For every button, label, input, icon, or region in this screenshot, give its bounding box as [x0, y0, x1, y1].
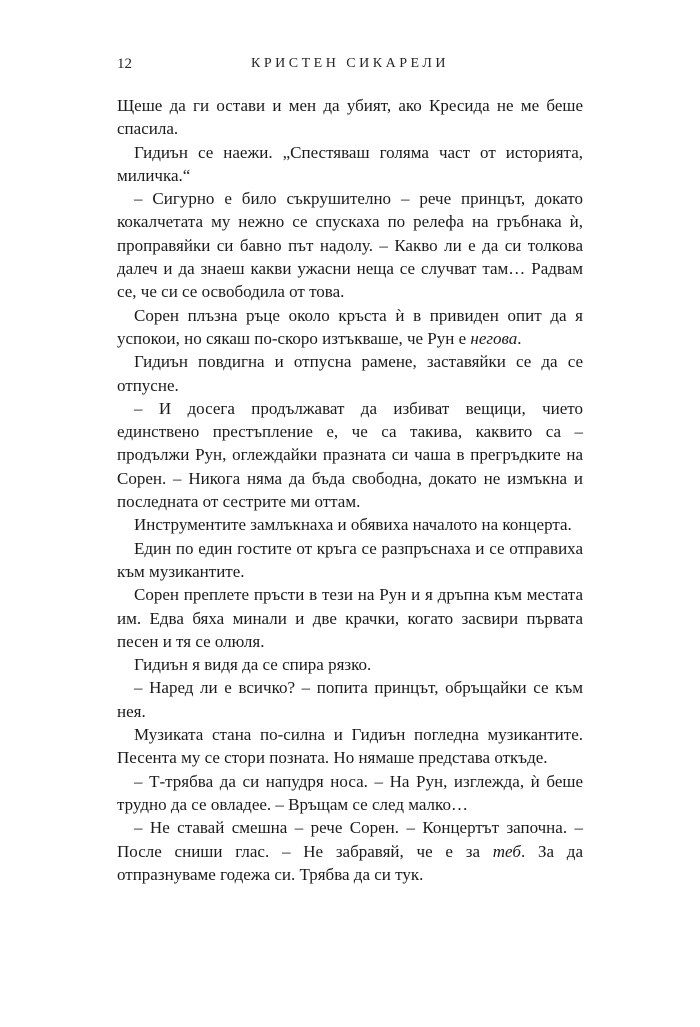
paragraph: Гидиън се наежи. „Спестяваш голяма част от историята, миличка.“ [117, 142, 583, 185]
paragraph: Музиката стана по-силна и Гидиън погледна музикантите. Песента му се стори позната. Но нямаше представа откъде. [117, 725, 583, 768]
paragraph: Един по един гостите от кръга се разпръснаха и се отправиха към музикантите. [117, 538, 583, 581]
paragraph: Сорен преплете пръсти в тези на Рун и я дръпна към местата им. Едва бяха минали и две крачки, когато засвири първата песен и тя се олюля. [117, 585, 583, 651]
paragraph: Гидиън повдигна и отпусна рамене, заставяйки се да се отпусне. [117, 352, 583, 395]
page-number: 12 [117, 56, 132, 72]
paragraph-text: . За да отпразнуваме годежа си. Трябва да си тук. [117, 841, 583, 884]
paragraph: – Наред ли е всичко? – попита принцът, обръщайки се към нея. [117, 678, 583, 721]
running-head-author: КРИСТЕН СИКАРЕЛИ [251, 56, 449, 71]
emphasis-text: теб [492, 841, 521, 861]
paragraph [117, 304, 583, 351]
paragraph: – Сигурно е било съкрушително – рече принцът, докато кокалчетата му нежно се спускаха по релефа на гръбнака ѝ, проправяйки си бавно път надолу. – Какво ли е да си толкова далеч и да знаеш какви ужасни неща се случват там… Радвам се, че си се освободила от това. [117, 189, 583, 302]
paragraph [117, 816, 583, 886]
paragraph-text: . [517, 328, 522, 348]
emphasis-text: негова [470, 328, 518, 348]
body-text [117, 94, 583, 886]
paragraph: Инструментите замлъкнаха и обявиха началото на концерта. [134, 515, 572, 535]
paragraph: Гидиън я видя да се спира рязко. [134, 655, 372, 675]
paragraph: – Т-трябва да си напудря носа. – На Рун, изглежда, ѝ беше трудно да се овладее. – Връщам се след малко… [117, 771, 583, 814]
paragraph-text: – Не ставай смешна – рече Сорен. – Концертът започна. – После сниши глас. – Не забравяй, че е за [117, 818, 583, 861]
paragraph-text: Сорен плъзна ръце около кръста ѝ в привиден опит да я успокои, но сякаш по-скоро изтъкваше, че Рун е [117, 305, 583, 348]
page-header [117, 52, 583, 76]
paragraph: – И досега продължават да избиват вещици, чието единствено престъпление е, че са такива, каквито са – продължи Рун, оглеждайки празната си чаша в прегръдките на Сорен. – Никога няма да бъда свободна, докато не измъкна и последната от сестрите ми оттам. [117, 398, 583, 512]
paragraph: Щеше да ги остави и мен да убият, ако Кресида не ме беше спасила. [117, 96, 583, 139]
